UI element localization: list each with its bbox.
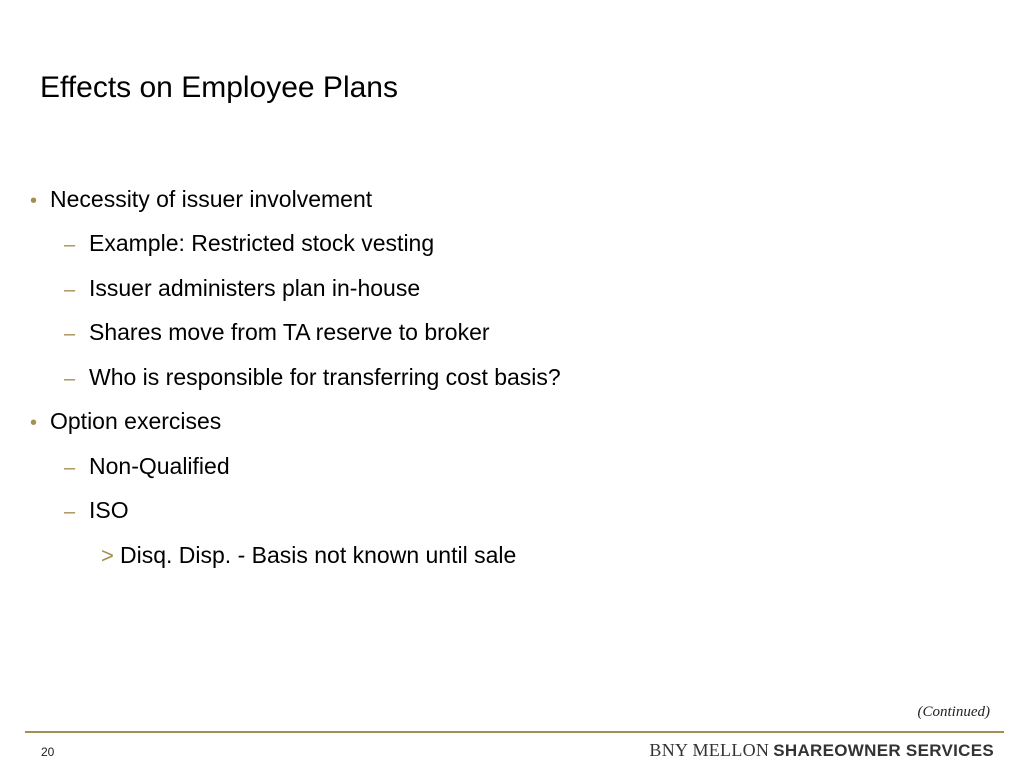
- bullet-text: Option exercises: [50, 408, 222, 434]
- sub-bullet-item: [64, 450, 230, 482]
- slide-title: Effects on Employee Plans: [40, 71, 398, 104]
- continued-note: (Continued): [917, 704, 990, 720]
- bullet-item: [30, 405, 221, 437]
- sub-sub-bullet-text: Disq. Disp. - Basis not known until sale: [120, 542, 517, 568]
- footer-divider: [25, 731, 1004, 733]
- sub-bullet-item: [64, 316, 490, 348]
- brand-logo-secondary: SHAREOWNER SERVICES: [773, 741, 994, 760]
- sub-bullet-text: Who is responsible for transferring cost basis?: [89, 364, 561, 390]
- dash-marker: –: [64, 501, 76, 523]
- sub-bullet-text: ISO: [89, 497, 129, 523]
- dash-marker: –: [64, 279, 76, 301]
- chevron-right-marker: >: [101, 543, 114, 568]
- brand-logo-primary: BNY MELLON: [649, 740, 770, 760]
- dash-marker: –: [64, 457, 76, 479]
- bullet-text: Necessity of issuer involvement: [50, 186, 373, 212]
- bullet-marker: •: [30, 190, 38, 212]
- sub-bullet-item: [64, 361, 561, 393]
- sub-bullet-item: [64, 494, 129, 526]
- sub-bullet-item: [64, 227, 434, 259]
- brand-logo: [649, 738, 994, 762]
- dash-marker: –: [64, 323, 76, 345]
- sub-bullet-text: Issuer administers plan in-house: [89, 275, 421, 301]
- bullet-marker: •: [30, 412, 38, 434]
- dash-marker: –: [64, 368, 76, 390]
- sub-sub-bullet-item: [101, 539, 516, 571]
- sub-bullet-text: Non-Qualified: [89, 453, 230, 479]
- page-number: 20: [41, 745, 55, 759]
- sub-bullet-text: Example: Restricted stock vesting: [89, 230, 435, 256]
- bullet-item: [30, 183, 372, 215]
- sub-bullet-item: [64, 272, 420, 304]
- sub-bullet-text: Shares move from TA reserve to broker: [89, 319, 490, 345]
- dash-marker: –: [64, 234, 76, 256]
